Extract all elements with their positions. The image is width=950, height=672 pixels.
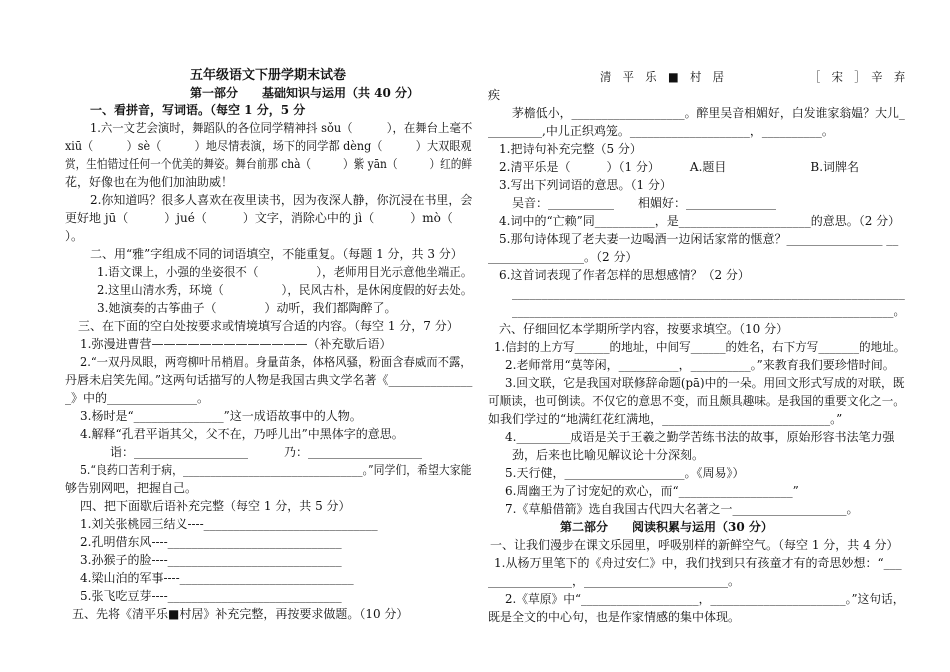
right-line: 六、仔细回忆本学期所学内容，按要求填空。（10 分） [499,322,789,336]
right-line: 2.老师常用“莫等闲，__________，__________。”来教育我们要珍惜时间。 [505,358,895,372]
right-line: __________________________________________________________________ [512,286,905,300]
left-line: 4.解释“孔君平诣其父，父不在，乃呼儿出”中黑体字的意思。 [80,427,404,441]
right-line: 可顺读，也可倒读。不仅它的意思不变，而且颇具趣味。是我国的重要文化之一。 [488,394,905,408]
right-line: 第二部分 阅读积累与运用（30 分） [560,520,773,534]
right-line: ______________，________________________。 [488,574,741,588]
right-line: ________________。（2 分） [488,250,638,264]
right-line: 劲，后来也比喻见解议论十分深刻。 [512,448,705,462]
left-line: 诣：___________________ 乃：___________________ [110,445,423,459]
right-line: 3.写出下列词语的意思。（1 分） [499,178,672,192]
left-line: 3.杨时是“_______________”这一成语故事中的人物。 [80,409,362,423]
right-line: 如我们学过的“地满红花红满地，____________________________。” [488,412,843,426]
right-line: 6.这首词表现了作者怎样的思想感情？（2 分） [499,268,750,282]
right-line: 4.词中的“亡赖”同__________，是______________________的意思。（2 分） [499,214,901,228]
left-line: 2.这里山清水秀，环境（ ），民风古朴，是休闲度假的好去处。 [97,283,473,297]
left-line: 4.梁山泊的军事----_____________________________ [80,571,354,585]
left-line: 1.弥漫进曹营—————————————（补充歇后语） [80,337,392,351]
left-line: 2.孔明借东风----_____________________________ [80,535,342,549]
right-line: 5.那句诗体现了老夫妻一边喝酒一边闲话家常的惬意？________________ __ [499,232,899,246]
right-line: 1.信封的上方写______的地址，中间写______的姓名，右下方写_______的地址。 [494,340,906,354]
left-line: 2.你知道吗？很多人喜欢在夜里读书，因为夜深人静，你沉浸在书里，会 [90,193,473,207]
left-line: 5.“良药口苦利于病，_________________________________。”同学们，希望大家能 [80,463,472,477]
right-line: 7.《草船借箭》选自我国古代四大名著之一___________________。 [505,502,859,516]
left-line: 丹唇未启笑先闻。”这两句话描写的人物是我国古典文学名著《______________ [65,373,473,387]
right-line: 既是全文的中心句，也是作家情感的集中体现。 [488,610,741,624]
left-line: _》中的_______________。 [65,391,210,405]
left-line: 1.语文课上，小强的坐姿很不（ ），老师用目光示意他坐端正。 [97,265,473,279]
right-line: 5.天行健，____________________。《周易》） [505,466,745,480]
left-line: 三、在下面的空白处按要求或情境填写合适的内容。（每空 1 分，7 分） [78,319,459,333]
right-line: 清 平 乐 ■ 村 居 ［ 宋 ］ 辛 弃 [600,70,906,84]
right-line: 疾 [488,88,501,102]
left-line: 5.张飞吃豆芽----_____________________________ [80,589,342,603]
exam-title: 五年级语文下册学期末试卷 [190,68,347,83]
left-line: 3.她演奏的古筝曲子（ ）动听，我们都陶醉了。 [97,301,397,315]
left-line: 花，好像也在为他们加油助威！ [65,175,234,189]
right-line: 吴音：___________ 相媚好：_______________ [512,196,777,210]
left-line: 够告别网吧，把握自己。 [65,481,198,495]
left-line: 一、看拼音，写词语。（每空 1 分，5 分 [90,103,306,117]
left-line: 四、把下面歇后语补充完整（每空 1 分，共 5 分） [80,499,351,513]
right-line: ___________________________________________________________________。 [512,304,905,318]
left-line: 五、先将《清平乐■村居》补充完整，再按要求做题。（10 分） [72,607,409,621]
right-line: 6.周幽王为了讨宠妃的欢心，而“___________________” [505,484,799,498]
left-line: 更好地 jū（ ）jué（ ）文字，消除心中的 jì（ ）mò（ [65,211,453,225]
left-line: 第一部分 基础知识与运用（共 40 分） [190,86,420,100]
left-line: 二、用“雅”字组成不同的词语填空，不能重复。（每题 1 分，共 3 分） [90,247,463,261]
left-line: 1.六一文艺会演时，舞蹈队的各位同学精神抖 sǒu（ ），在舞台上毫不 [90,121,473,135]
left-line: 1.刘关张桃园三结义----_____________________________ [80,517,378,531]
right-line: 一、让我们漫步在课文乐园里，呼吸别样的新鲜空气。（每空 1 分，共 4 分） [490,538,899,552]
left-line: 赏，生怕错过任何一个优美的舞姿。舞台前那 chà（ ）紫 yān（ ）红的鲜 [65,157,473,171]
left-line: xiū（ ）sè（ ）地尽情表演，场下的同学都 dèng（ ）大双眼观 [65,139,472,153]
right-line: 4._________成语是关于王羲之勤学苦练书法的故事，原始形容书法笔力强 [505,430,895,444]
right-line: 1.从杨万里笔下的《舟过安仁》中，我们找到只有孩童才有的奇思妙想：“___ [494,556,902,570]
right-line: _________,中儿正织鸡笼。____________________，__________。 [488,124,834,138]
right-line: 1.把诗句补充完整（5 分） [499,142,642,156]
right-line: 茅檐低小，___________________。醉里吴音相媚好，白发谁家翁媪？大儿_ [512,106,905,120]
right-line: 3.回文联，它是我国对联修辞命题(pā)中的一朵。用回文形式写成的对联，既 [505,376,905,390]
right-line: 2.清平乐是（ ）（1 分） A.题目 B.词牌名 [499,160,860,174]
left-line: 3.孙猴子的脸----_____________________________ [80,553,342,567]
right-line: 2.《草原》中“____________________，_______________________。”这句话， [505,592,905,606]
left-line: ）。 [65,229,84,243]
left-line: 2.“一双丹凤眼，两弯柳叶吊梢眉。身量苗条，体格风骚，粉面含春威而不露， [80,355,472,369]
